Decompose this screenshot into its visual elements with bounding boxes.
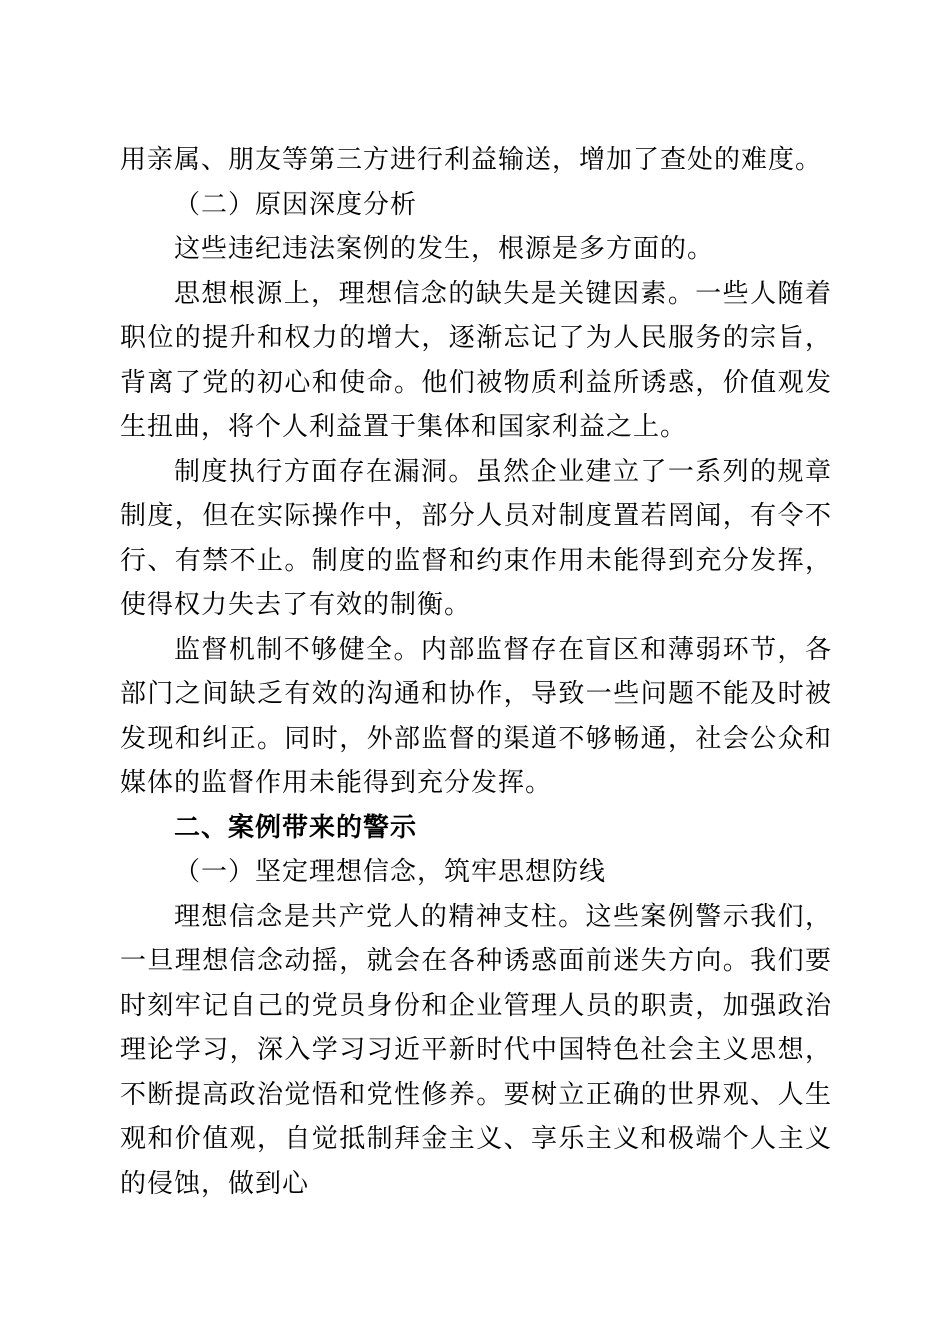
- subheading-firm-ideals: （一）坚定理想信念，筑牢思想防线: [174, 857, 607, 887]
- paragraph-ideals-belief: 理想信念是共产党人的精神支柱。这些案例警示我们，一旦理想信念动摇，就会在各种诱惑面前迷失方向。我们要时刻牢记自己的党员身份和企业管理人员的职责，加强政治理论学习，深入学习习近平新时代中国特色社会主义思想，不断提高政治觉悟和党性修养。要树立正确的世界观、人生观和价值观，自觉抵制拜金主义、享乐主义和极端个人主义的侵蚀，做到心: [120, 901, 832, 1199]
- paragraph-supervision-mechanism: 监督机制不够健全。内部监督存在盲区和薄弱环节，各部门之间缺乏有效的沟通和协作，导致一些问题不能及时被发现和纠正。同时，外部监督的渠道不够畅通，社会公众和媒体的监督作用未能得到充分发挥。: [120, 634, 832, 798]
- paragraph-ideological-roots: 思想根源上，理想信念的缺失是关键因素。一些人随着职位的提升和权力的增大，逐渐忘记了为人民服务的宗旨，背离了党的初心和使命。他们被物质利益所诱惑，价值观发生扭曲，将个人利益置于集体和国家利益之上。: [120, 278, 832, 442]
- document-body: [120, 138, 832, 1206]
- continuation-paragraph: 用亲属、朋友等第三方进行利益输送，增加了查处的难度。: [120, 145, 823, 175]
- section-heading-warnings: 二、案例带来的警示: [174, 812, 418, 843]
- subheading-cause-analysis: （二）原因深度分析: [174, 189, 418, 220]
- paragraph-root-causes: 这些违纪违法案例的发生，根源是多方面的。: [174, 234, 715, 264]
- paragraph-system-loopholes: 制度执行方面存在漏洞。虽然企业建立了一系列的规章制度，但在实际操作中，部分人员对制度置若罔闻，有令不行、有禁不止。制度的监督和约束作用未能得到充分发挥，使得权力失去了有效的制衡。: [120, 456, 832, 620]
